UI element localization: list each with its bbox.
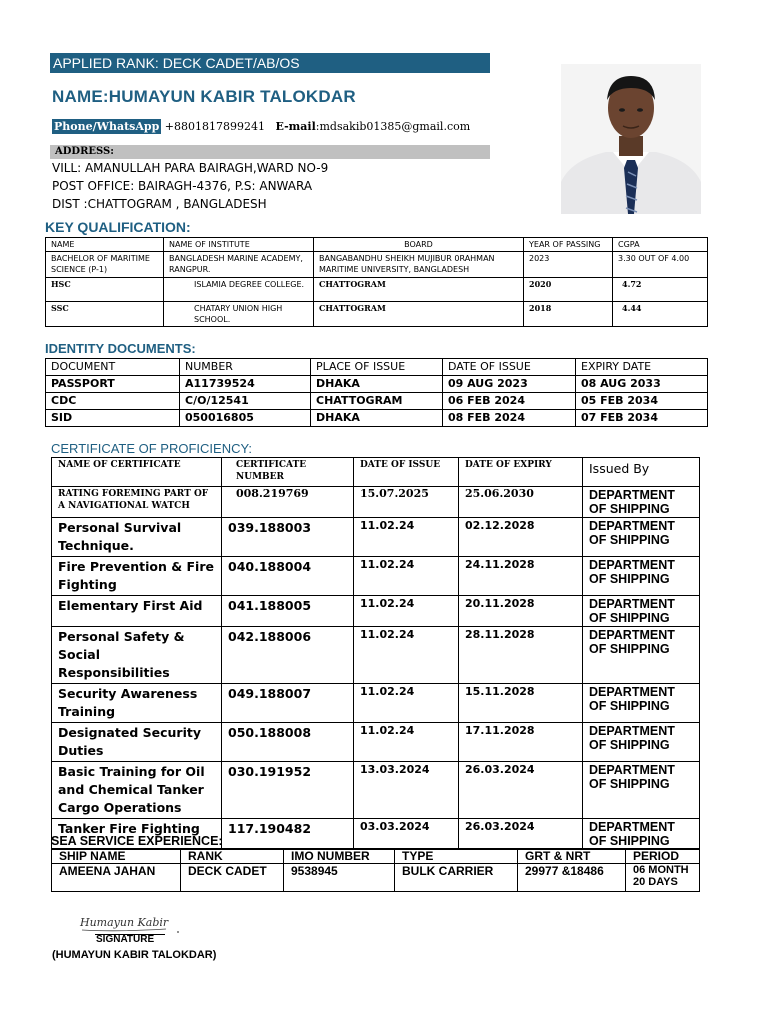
cell: Basic Training for Oil and Chemical Tanker Cargo Operations: [52, 762, 222, 819]
signature-label: SIGNATURE: [96, 934, 155, 945]
key-qualification-table: [45, 237, 708, 327]
header-cell: DATE OF EXPIRY: [459, 458, 583, 487]
header-cell: DATE OF ISSUE: [354, 458, 459, 487]
cell: BULK CARRIER: [395, 864, 518, 892]
header-cell: NAME: [46, 238, 164, 252]
cell: 2020: [524, 278, 613, 302]
table-row: [46, 252, 708, 278]
address-line-1: VILL: AMANULLAH PARA BAIRAGH,WARD NO-9: [52, 161, 329, 175]
cell: 02.12.2028: [459, 518, 583, 557]
header-cell: GRT & NRT: [518, 849, 626, 864]
cell: 11.02.24: [354, 684, 459, 723]
table-row: [46, 302, 708, 327]
header-cell: NUMBER: [180, 359, 311, 376]
cell: 25.06.2030: [459, 487, 583, 518]
cell: 15.11.2028: [459, 684, 583, 723]
cell: DEPARTMENT OF SHIPPING: [583, 627, 700, 684]
header-cell: RANK: [181, 849, 284, 864]
cell: C/O/12541: [180, 393, 311, 410]
table-row: [52, 864, 700, 892]
cell: CHATTOGRAM: [314, 302, 524, 327]
cell: Fire Prevention & Fire Fighting: [52, 557, 222, 596]
header-cell: EXPIRY DATE: [576, 359, 708, 376]
cell: SID: [46, 410, 180, 427]
table-row: [46, 410, 708, 427]
cell: DECK CADET: [181, 864, 284, 892]
cell: DEPARTMENT OF SHIPPING: [583, 596, 700, 627]
cell: 24.11.2028: [459, 557, 583, 596]
cell: 07 FEB 2034: [576, 410, 708, 427]
cell: 050.188008: [222, 723, 354, 762]
cell: 03.03.2024: [354, 819, 459, 850]
header-cell: CGPA: [613, 238, 708, 252]
cell: 008.219769: [222, 487, 354, 518]
address-bar: ADDRESS:: [50, 145, 490, 159]
header-cell: PLACE OF ISSUE: [311, 359, 443, 376]
cell: CHATARY UNION HIGH SCHOOL.: [164, 302, 314, 327]
cell: 050016805: [180, 410, 311, 427]
table-row: [52, 487, 700, 518]
cell: 09 AUG 2023: [443, 376, 576, 393]
cell: DEPARTMENT OF SHIPPING: [583, 684, 700, 723]
header-cell: IMO NUMBER: [284, 849, 395, 864]
identity-documents-title: IDENTITY DOCUMENTS:: [45, 341, 196, 356]
cell: RATING FOREMING PART OF A NAVIGATIONAL WATCH: [52, 487, 222, 518]
cell: 06 MONTH 20 DAYS: [626, 864, 700, 892]
table-header-row: [52, 458, 700, 487]
cell: BACHELOR OF MARITIME SCIENCE (P-1): [46, 252, 164, 278]
header-cell: SHIP NAME: [52, 849, 181, 864]
cell: 030.191952: [222, 762, 354, 819]
cell: 26.03.2024: [459, 819, 583, 850]
table-row: [52, 627, 700, 684]
signature-script: Humayun Kabir: [80, 916, 169, 929]
cell: CHATTOGRAM: [314, 278, 524, 302]
email-address: :mdsakib01385@gmail.com: [315, 120, 471, 133]
phone-number: +8801817899241: [161, 120, 265, 133]
cell: 05 FEB 2034: [576, 393, 708, 410]
cell: DEPARTMENT OF SHIPPING: [583, 723, 700, 762]
cell: BANGABANDHU SHEIKH MUJIBUR 0RAHMAN MARITIME UNIVERSITY, BANGLADESH: [314, 252, 524, 278]
key-qualification-title: KEY QUALIFICATION:: [45, 219, 191, 235]
phone-label: Phone/WhatsApp: [54, 120, 160, 133]
cell: 08 AUG 2033: [576, 376, 708, 393]
contact-line: [52, 120, 470, 133]
certificates-table: [51, 457, 700, 850]
handwritten-signature: [78, 908, 188, 934]
address-line-3: DIST :CHATTOGRAM , BANGLADESH: [52, 197, 267, 211]
cell: 2018: [524, 302, 613, 327]
cell: Personal Survival Technique.: [52, 518, 222, 557]
header-cell: PERIOD: [626, 849, 700, 864]
email-label: E-mail: [275, 120, 316, 133]
header-cell: DOCUMENT: [46, 359, 180, 376]
table-row: [52, 762, 700, 819]
header-cell: NAME OF INSTITUTE: [164, 238, 314, 252]
cell: 039.188003: [222, 518, 354, 557]
identity-documents-table: [45, 358, 708, 427]
cell: Security Awareness Training: [52, 684, 222, 723]
cell: CHATTOGRAM: [311, 393, 443, 410]
cell: DEPARTMENT OF SHIPPING: [583, 487, 700, 518]
header-cell: DATE OF ISSUE: [443, 359, 576, 376]
table-row: [46, 278, 708, 302]
address-line-2: POST OFFICE: BAIRAGH-4376, P.S: ANWARA: [52, 179, 313, 193]
cell: 117.190482: [222, 819, 354, 850]
cell: DHAKA: [311, 410, 443, 427]
cell: 11.02.24: [354, 596, 459, 627]
cell: 13.03.2024: [354, 762, 459, 819]
header-cell: YEAR OF PASSING: [524, 238, 613, 252]
table-row: [52, 596, 700, 627]
signatory-name: (HUMAYUN KABIR TALOKDAR): [52, 949, 217, 961]
cell: 15.07.2025: [354, 487, 459, 518]
cell: Personal Safety & Social Responsibilities: [52, 627, 222, 684]
cell: DHAKA: [311, 376, 443, 393]
cell: 06 FEB 2024: [443, 393, 576, 410]
cell: 040.188004: [222, 557, 354, 596]
header-cell: Issued By: [583, 458, 700, 487]
table-row: [46, 376, 708, 393]
cell: 9538945: [284, 864, 395, 892]
applied-rank-bar: APPLIED RANK: DECK CADET/AB/OS: [50, 53, 490, 73]
cell: 20.11.2028: [459, 596, 583, 627]
cell: ISLAMIA DEGREE COLLEGE.: [164, 278, 314, 302]
table-header-row: [46, 359, 708, 376]
cell: 26.03.2024: [459, 762, 583, 819]
cell: DEPARTMENT OF SHIPPING: [583, 557, 700, 596]
cell: 17.11.2028: [459, 723, 583, 762]
cell: 28.11.2028: [459, 627, 583, 684]
cell: SSC: [46, 302, 164, 327]
sea-service-table: [51, 848, 700, 892]
cell: Elementary First Aid: [52, 596, 222, 627]
cell: 11.02.24: [354, 557, 459, 596]
cell: DEPARTMENT OF SHIPPING: [583, 819, 700, 850]
table-row: [52, 684, 700, 723]
cell: 11.02.24: [354, 627, 459, 684]
cell: 2023: [524, 252, 613, 278]
cell: DEPARTMENT OF SHIPPING: [583, 762, 700, 819]
cell: BANGLADESH MARINE ACADEMY, RANGPUR.: [164, 252, 314, 278]
profile-photo: [561, 64, 701, 214]
cell: PASSPORT: [46, 376, 180, 393]
table-row: [52, 723, 700, 762]
cell: CDC: [46, 393, 180, 410]
candidate-name: NAME:HUMAYUN KABIR TALOKDAR: [52, 87, 356, 106]
person-icon: [561, 64, 701, 214]
table-header-row: [46, 238, 708, 252]
cell: DEPARTMENT OF SHIPPING: [583, 518, 700, 557]
header-cell: TYPE: [395, 849, 518, 864]
table-header-row: [52, 849, 700, 864]
cell: Designated Security Duties: [52, 723, 222, 762]
cell: 29977 &18486: [518, 864, 626, 892]
table-row: [46, 393, 708, 410]
cell: 11.02.24: [354, 723, 459, 762]
cell: A11739524: [180, 376, 311, 393]
header-cell: NAME OF CERTIFICATE: [52, 458, 222, 487]
header-cell: CERTIFICATE NUMBER: [222, 458, 354, 487]
cell: HSC: [46, 278, 164, 302]
cell: 041.188005: [222, 596, 354, 627]
cell: 3.30 OUT OF 4.00: [613, 252, 708, 278]
cell: 4.72: [613, 278, 708, 302]
cell: AMEENA JAHAN: [52, 864, 181, 892]
table-row: [52, 518, 700, 557]
cell: 11.02.24: [354, 518, 459, 557]
cell: 042.188006: [222, 627, 354, 684]
header-cell: BOARD: [314, 238, 524, 252]
sea-service-title: SEA SERVICE EXPERIENCE:: [51, 834, 223, 848]
table-row: [52, 557, 700, 596]
cell: 4.44: [613, 302, 708, 327]
certificates-title: CERTIFICATE OF PROFICIENCY:: [51, 441, 253, 456]
cell: 049.188007: [222, 684, 354, 723]
cell: 08 FEB 2024: [443, 410, 576, 427]
cell: Tanker Fire Fighting: [52, 819, 222, 850]
